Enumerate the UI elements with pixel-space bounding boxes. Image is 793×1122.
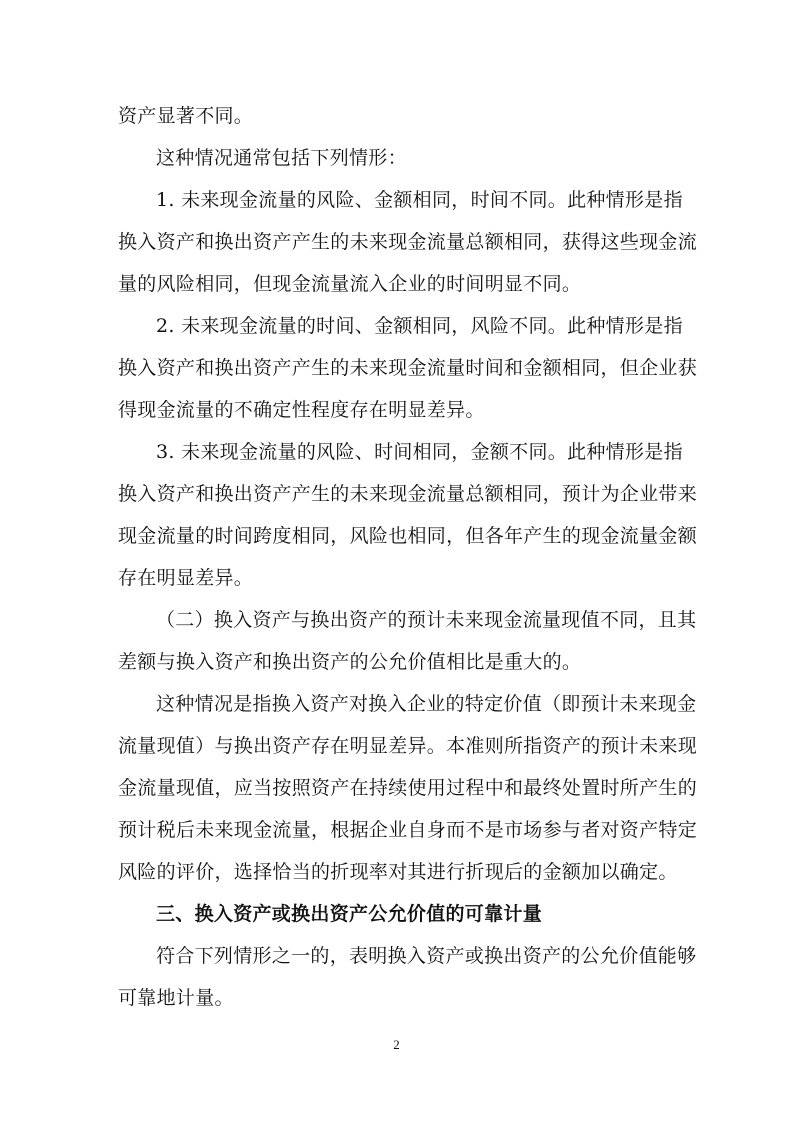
text-line: 可靠地计量。 <box>118 987 234 1009</box>
text-line: 资产显著不同。 <box>118 105 254 127</box>
text-line: 风险的评价，选择恰当的折现率对其进行折现后的金额加以确定。 <box>118 861 678 883</box>
text-line: 现金流量的时间跨度相同，风险也相同，但各年产生的现金流量金额 <box>118 525 698 547</box>
text-line: 符合下列情形之一的，表明换入资产或换出资产的公允价值能够 <box>156 945 697 967</box>
text-line: 金流量现值，应当按照资产在持续使用过程中和最终处置时所产生的 <box>118 777 698 799</box>
text-line: 1. 未来现金流量的风险、金额相同，时间不同。此种情形是指 <box>156 189 683 211</box>
text-line: 得现金流量的不确定性程度存在明显差异。 <box>118 399 485 421</box>
text-line: （二）换入资产与换出资产的预计未来现金流量现值不同，且其 <box>156 609 697 631</box>
text-line: 这种情况是指换入资产对换入企业的特定价值（即预计未来现金 <box>156 693 697 715</box>
section-heading: 三、换入资产或换出资产公允价值的可靠计量 <box>156 903 543 925</box>
text-line: 差额与换入资产和换出资产的公允价值相比是重大的。 <box>118 651 582 673</box>
text-line: 流量现值）与换出资产存在明显差异。本准则所指资产的预计未来现 <box>118 735 698 757</box>
text-line: 存在明显差异。 <box>118 567 254 589</box>
text-line: 量的风险相同，但现金流量流入企业的时间明显不同。 <box>118 273 582 295</box>
text-line: 预计税后未来现金流量，根据企业自身而不是市场参与者对资产特定 <box>118 819 698 841</box>
text-line: 换入资产和换出资产产生的未来现金流量时间和金额相同，但企业获 <box>118 357 698 379</box>
text-line: 换入资产和换出资产产生的未来现金流量总额相同，预计为企业带来 <box>118 483 698 505</box>
text-line: 2. 未来现金流量的时间、金额相同，风险不同。此种情形是指 <box>156 315 683 337</box>
text-line: 这种情况通常包括下列情形： <box>156 147 407 169</box>
text-line: 3. 未来现金流量的风险、时间相同，金额不同。此种情形是指 <box>156 441 683 463</box>
text-line: 换入资产和换出资产产生的未来现金流量总额相同，获得这些现金流 <box>118 231 698 253</box>
page-number: 2 <box>393 1037 400 1052</box>
